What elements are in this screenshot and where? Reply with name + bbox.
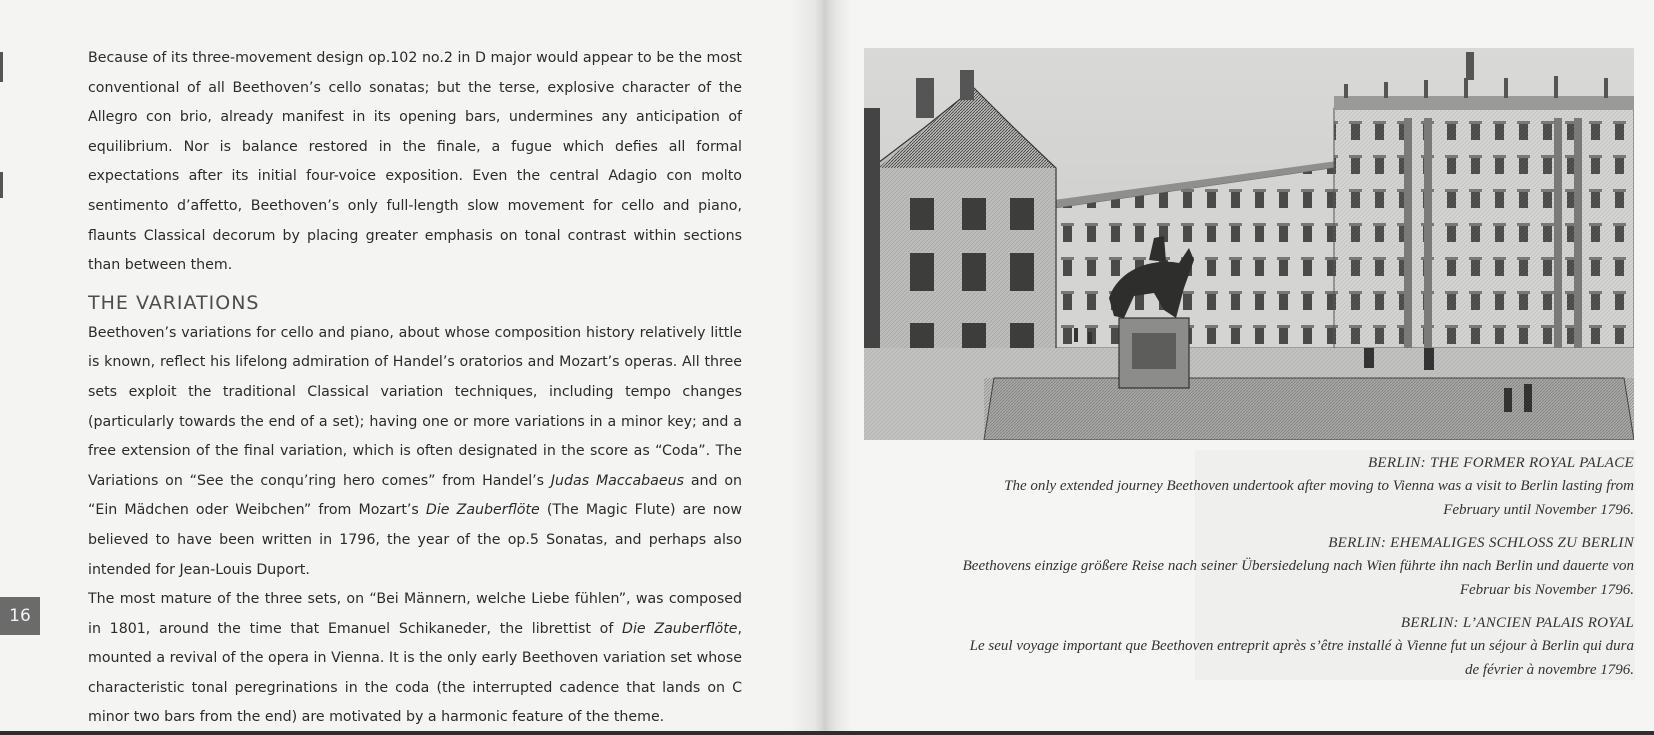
body-text [88,44,742,733]
text-run: , mounted a revival of the opera in Vienna. It is the only early Beethoven variation set whose characteristic tonal peregrinations in the coda (the interrupted cadence that lands on C minor two bars from the end) are motivated by a harmonic feature of the theme. [88,620,742,726]
text-run: Beethoven’s variations for cello and piano, about whose composition history relatively little is known, reflect his lifelong admiration of Handel’s oratorios and Mozart’s operas. All three sets exploit the traditional Classical variation techniques, including tempo changes (particularly towards the end of a set); having one or more variations in a minor key; and a free extension of the final variation, which is often designated in the score as “Coda”. The Variations on “See the conqu’ring hero comes” from Handel’s [88,324,742,489]
caption-title-fr: BERLIN: L’ANCIEN PALAIS ROYAL [1400,615,1634,631]
edge-mark [0,52,3,82]
bottom-edge [0,731,1654,735]
engraving-berlin-palace [864,48,1634,440]
caption-block [954,452,1634,692]
text-run: Because of its three-movement design op.102 no.2 in D major would appear to be the most conventional of all Beethoven’s cello sonatas; but the terse, explosive character of the Allegro con brio, already manifest in its opening bars, undermines any anticipation of equilibrium. Nor is balance restored in the finale, a fugue which defies all formal expectations after its initial four-voice exposition. Even the central Adagio con molto sentimento d’affetto, Beethoven’s only full-length slow movement for cello and piano, flaunts Classical decorum by placing greater emphasis on tonal contrast within sections than between them. [88,50,742,274]
caption-text-en: The only extended journey Beethoven undertook after moving to Vienna was a visit to Berlin lasting from February until November 1796. [1004,478,1634,518]
text-run: and on “Ein Mädchen oder Weibchen” from Mozart’s [88,472,742,519]
text-run: The most mature of the three sets, on “Bei Männern, welche Liebe fühlen”, was composed in 1801, around the time that Emanuel Schikaneder, the librettist of [88,591,742,637]
italic-title: Die Zauberflöte [622,620,738,637]
italic-title: Judas Maccabaeus [550,472,684,489]
text-run: (The Magic Flute) are now believed to have been written in 1796, the year of the op.5 Sonatas, and perhaps also intended for Jean-Louis Duport. [88,502,743,578]
page-number: 16 [0,597,40,635]
engraving-illustration [864,48,1634,440]
caption-title-de: BERLIN: EHEMALIGES SCHLOSS ZU BERLIN [1328,535,1634,551]
italic-title: Die Zauberflöte [425,502,540,519]
left-page [0,0,826,735]
paragraph-variations-1801 [88,585,742,733]
section-heading: THE VARIATIONS [88,291,260,314]
caption-text-fr: Le seul voyage important que Beethoven entreprit après s’être installé à Vienne fut un séjour à Berlin qui dura de février à novembre 1796. [969,638,1634,678]
edge-mark [0,172,3,198]
paragraph-sonata [88,44,742,281]
caption-text-de: Beethovens einzige größere Reise nach seiner Übersiedelung nach Wien führte ihn nach Berlin und dauerte von Februar bis November 1796. [962,558,1634,598]
caption-title-en: BERLIN: THE FORMER ROYAL PALACE [1367,455,1634,471]
paragraph-variations-intro [88,319,742,585]
